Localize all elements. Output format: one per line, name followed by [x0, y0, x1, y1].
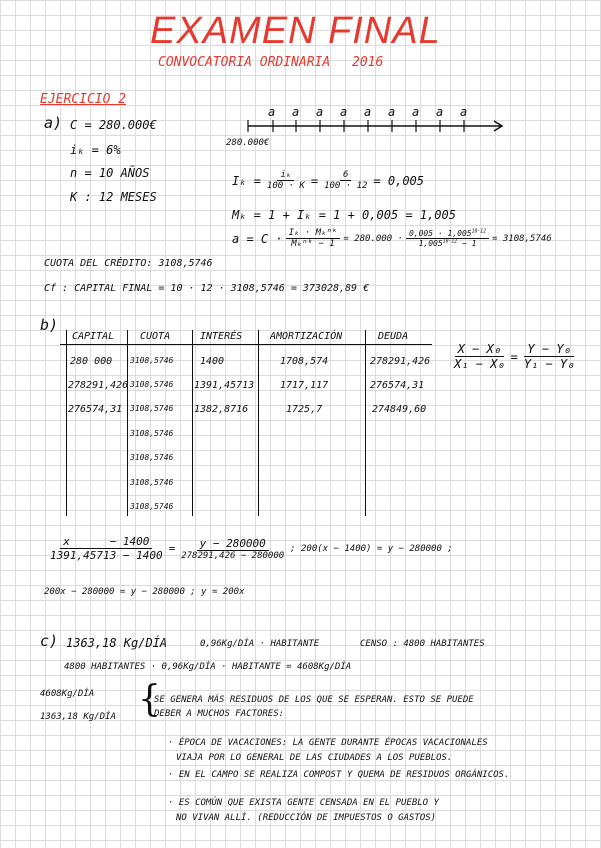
waste-per-capita: 0,96Kg/DÍA · HABITANTE [200, 639, 320, 649]
subtitle-year: 2016 [352, 55, 384, 70]
table-cell: 3108,5746 [130, 356, 174, 365]
formula-mk: Mₖ = 1 + Iₖ = 1 + 0,005 = 1,005 [232, 208, 456, 222]
timeline-tick-label: a [268, 105, 276, 119]
conclusion-line-2: DEBER A MUCHOS FACTORES: [154, 709, 285, 719]
timeline-tick-label: a [316, 105, 324, 119]
formula-ik-den2: 100 · 12 [324, 181, 368, 191]
interp-num1: X − X₀ [455, 342, 504, 357]
compare-expected: 4608Kg/DÍA [40, 689, 95, 699]
timeline-tick-label: a [460, 105, 468, 119]
part-b-letter: b) [40, 316, 59, 334]
exercise-label: EJERCICIO 2 [40, 92, 127, 107]
table-cell: 276574,31 [370, 380, 425, 391]
interpolation-formula [448, 342, 580, 371]
timeline-tick-label: a [436, 105, 444, 119]
formula-a-eq: = 280.000 · [343, 233, 403, 244]
col-header-amortizacion: AMORTIZACIÓN [270, 331, 343, 342]
table-cell: 274849,60 [372, 404, 427, 415]
table-cell: 1708,574 [280, 356, 329, 367]
table-cell: 3108,5746 [130, 453, 174, 462]
timeline-tick-label: a [388, 105, 396, 119]
conclusion-line-1: SE GENERA MÁS RESIDUOS DE LOS QUE SE ESPERAN. ESTO SE PUEDE [154, 695, 474, 705]
bullet-3-line-1: · ES COMÚN QUE EXISTA GENTE CENSADA EN EL PUEBLO Y [168, 798, 439, 808]
table-cell: 1717,117 [280, 380, 329, 391]
compare-actual: 1363,18 Kg/DÍA [40, 712, 116, 722]
timeline-tick-label: a [292, 105, 300, 119]
table-cell: 1382,8716 [194, 404, 249, 415]
interp-num2: Y − Y₀ [524, 342, 573, 357]
table-cell: 278291,426 [68, 380, 129, 391]
col-header-capital: CAPITAL [72, 331, 115, 342]
timeline-tick-label: a [412, 105, 420, 119]
list-item [168, 796, 439, 826]
bullet-1-line-2: VIAJA POR LO GENERAL DE LAS CIUDADES A LOS PUEBLOS. [176, 753, 453, 763]
formula-a-num: Iₖ · Mₖⁿᵏ [286, 228, 341, 239]
formula-ik-num1: iₖ [277, 170, 294, 181]
timeline-tick-label: a [340, 105, 348, 119]
table-cell: 1391,45713 [194, 380, 255, 391]
interp-den2: Y₁ − Y₀ [523, 357, 575, 371]
formula-a-num2: 0,005 · 1,005 [408, 229, 472, 238]
eq1-rest: ; 200(x − 1400) = y − 280000 ; [290, 543, 453, 554]
expected-waste-calc: 4800 HABITANTES · 0,96Kg/DÍA · HABITANTE = 4608Kg/DÍA [64, 662, 352, 672]
subtitle-text: CONVOCATORIA ORDINARIA [158, 55, 331, 70]
interp-eq: = [510, 349, 518, 364]
table-cell: 3108,5746 [130, 502, 174, 511]
list-item [168, 736, 488, 766]
eq1-num1a: x [63, 535, 70, 548]
given-interest: iₖ = 6% [70, 143, 121, 157]
timeline-start-label: 280.000€ [226, 138, 270, 148]
table-cell: 276574,31 [68, 404, 123, 415]
table-cell: 3108,5746 [130, 380, 174, 389]
formula-a [232, 228, 552, 249]
interp-den1: X₁ − X₀ [454, 357, 505, 371]
formula-ik [232, 170, 424, 191]
given-capital: C = 280.000€ [70, 118, 157, 132]
col-header-interes: INTERÉS [200, 331, 243, 342]
formula-a-lhs: a = C · [232, 231, 283, 246]
col-header-deuda: DEUDA [378, 331, 409, 342]
amortization-table [60, 328, 432, 518]
bullet-2-line-1: · EN EL CAMPO SE REALIZA COMPOST Y QUEMA DE RESIDUOS ORGÁNICOS. [168, 770, 510, 780]
cuota-credito: CUOTA DEL CRÉDITO: 3108,5746 [44, 258, 213, 269]
col-header-cuota: CUOTA [140, 331, 171, 342]
table-cell: 1400 [200, 356, 225, 367]
bullet-1-line-1: · ÉPOCA DE VACACIONES: LA GENTE DURANTE ÉPOCAS VACACIONALES [168, 738, 488, 748]
census: CENSO : 4800 HABITANTES [360, 639, 485, 649]
formula-a-den2: 1,005 [418, 239, 443, 248]
table-cell: 280 000 [70, 356, 113, 367]
given-years: n = 10 AÑOS [70, 166, 150, 180]
formula-a-den2-minus: − 1 [461, 239, 477, 248]
formula-a-result: = 3108,5746 [492, 233, 552, 244]
part-a-letter: a) [44, 114, 63, 132]
formula-ik-den1: 100 · K [266, 181, 305, 191]
eq1-eq: = [168, 542, 176, 555]
formula-ik-eq: = [310, 173, 319, 188]
eq1-den2: 278291,426 − 280000 [181, 550, 285, 561]
equation-line-2: 200x − 280000 = y − 280000 ; y = 200x [44, 587, 245, 597]
eq1-num2: y − 280000 [197, 537, 269, 551]
timeline-axis [240, 108, 510, 153]
table-cell: 1725,7 [286, 404, 323, 415]
waste-total: 1363,18 Kg/DÍA [66, 636, 168, 650]
page-title: EXAMEN FINAL [150, 10, 441, 52]
table-cell: 3108,5746 [130, 404, 174, 413]
table-cell: 3108,5746 [130, 478, 174, 487]
bullet-3-line-2: NO VIVAN ALLÍ. (REDUCCIÓN DE IMPUESTOS O GASTOS) [176, 813, 437, 823]
brace: { [138, 679, 161, 720]
formula-a-num2-exp: 10·12 [471, 229, 487, 235]
table-cell: 278291,426 [370, 356, 431, 367]
formula-a-den2-exp: 10·12 [442, 239, 458, 245]
eq1-den1: 1391,45713 − 1400 [50, 549, 163, 562]
timeline-tick-label: a [364, 105, 372, 119]
eq1-num1b: − 1400 [109, 535, 150, 548]
formula-ik-num2: 6 [340, 170, 351, 181]
equation-line-1 [44, 535, 453, 562]
capital-final: Cf : CAPITAL FINAL = 10 · 12 · 3108,5746 = 373028,89 € [44, 283, 370, 294]
list-item [168, 770, 509, 780]
part-c-letter: c) [40, 632, 59, 650]
formula-ik-lhs: Iₖ = [232, 173, 261, 188]
page-subtitle [158, 55, 383, 70]
table-cell: 3108,5746 [130, 429, 174, 438]
given-period: K : 12 MESES [70, 190, 157, 204]
formula-a-den: Mₖⁿᵏ − 1 [291, 239, 335, 249]
formula-ik-result: = 0,005 [373, 173, 425, 188]
timeline [226, 105, 510, 153]
